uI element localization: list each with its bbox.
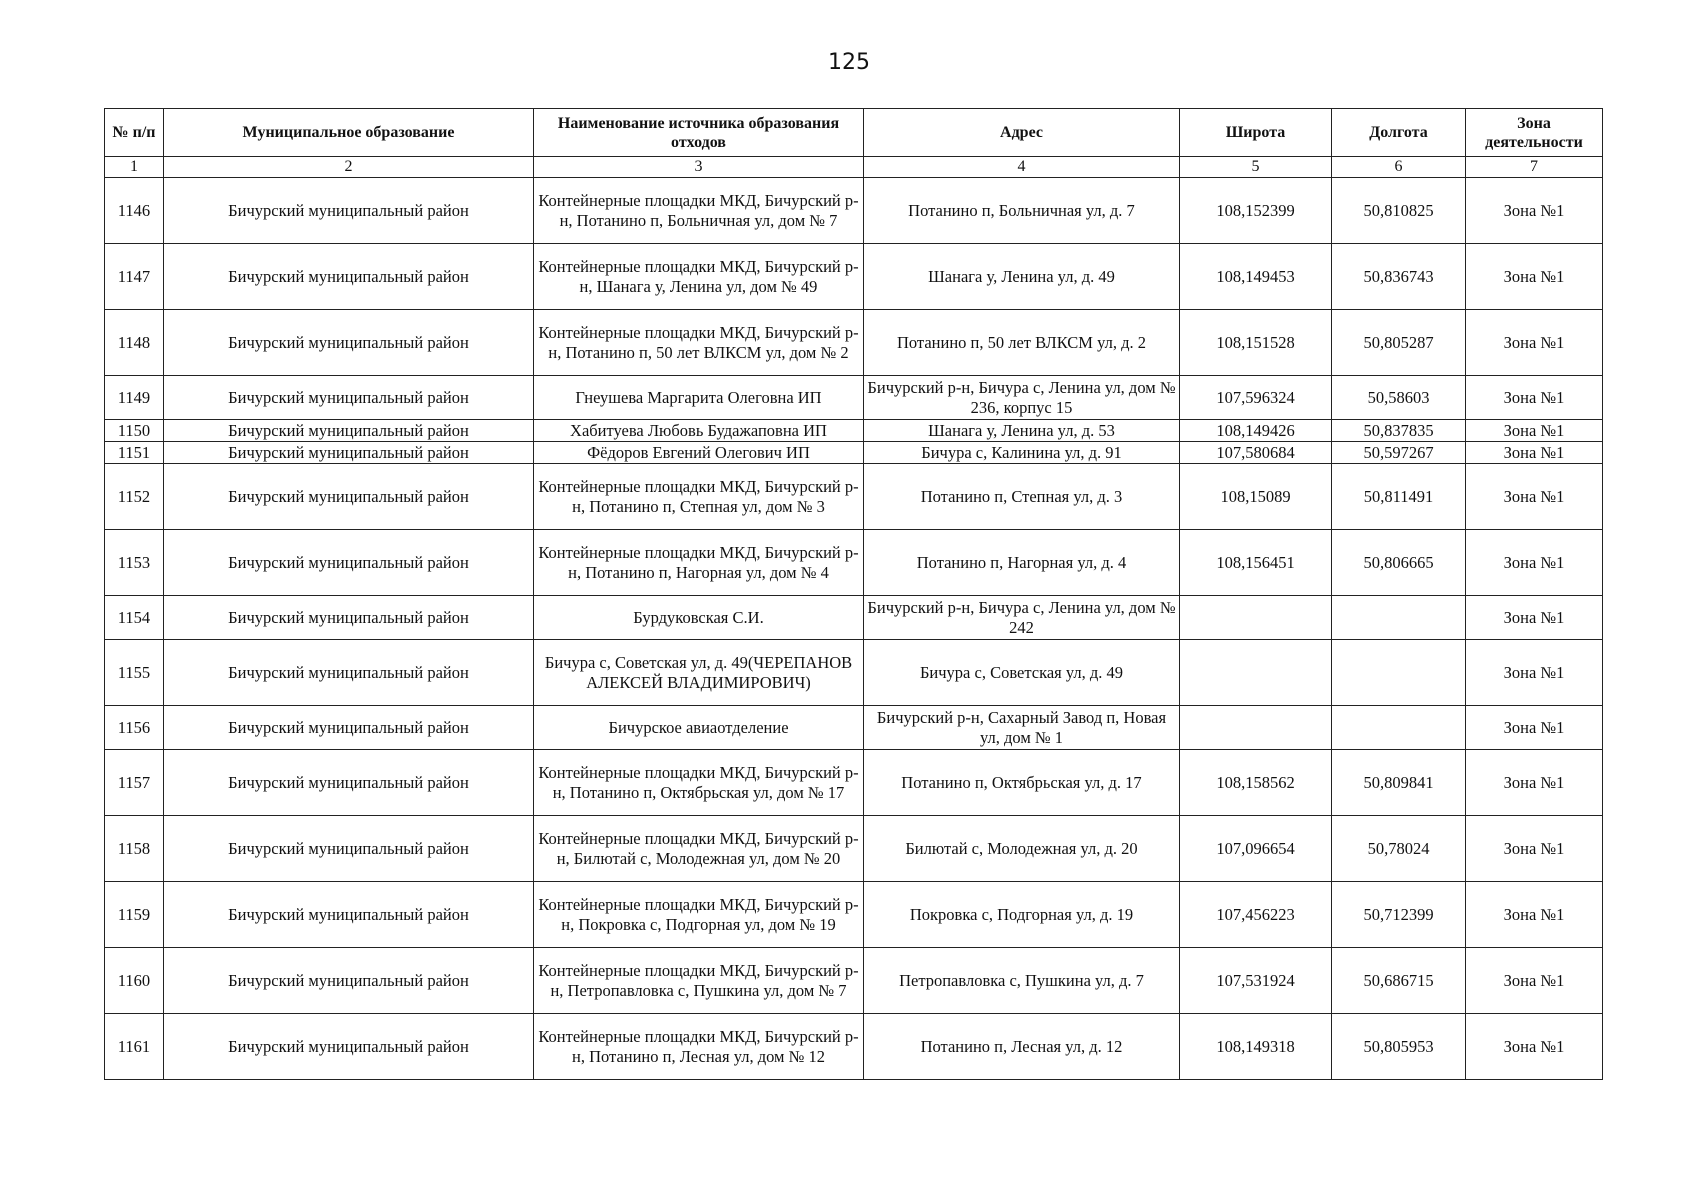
zone-cell: Зона №1 [1466, 376, 1603, 420]
longitude-cell [1332, 640, 1466, 706]
row-number-cell: 1157 [105, 750, 164, 816]
municipality-cell: Бичурский муниципальный район [164, 816, 534, 882]
zone-cell: Зона №1 [1466, 596, 1603, 640]
header-cell-source-name: Наименование источника образования отходов [534, 109, 864, 157]
source-name-cell: Контейнерные площадки МКД, Бичурский р-н, Потанино п, Октябрьская ул, дом № 17 [534, 750, 864, 816]
municipality-cell: Бичурский муниципальный район [164, 530, 534, 596]
row-number-cell: 1160 [105, 948, 164, 1014]
row-number-cell: 1153 [105, 530, 164, 596]
table-row [105, 310, 1603, 376]
latitude-cell: 107,580684 [1180, 442, 1332, 464]
address-cell: Потанино п, Лесная ул, д. 12 [864, 1014, 1180, 1080]
row-number-cell: 1156 [105, 706, 164, 750]
source-name-cell: Контейнерные площадки МКД, Бичурский р-н, Билютай с, Молодежная ул, дом № 20 [534, 816, 864, 882]
address-cell: Шанага у, Ленина ул, д. 53 [864, 420, 1180, 442]
table-row [105, 640, 1603, 706]
column-number: 7 [1466, 157, 1603, 178]
table-row [105, 816, 1603, 882]
header-cell-longitude: Долгота [1332, 109, 1466, 157]
longitude-cell: 50,810825 [1332, 178, 1466, 244]
zone-cell: Зона №1 [1466, 706, 1603, 750]
zone-cell: Зона №1 [1466, 420, 1603, 442]
longitude-cell: 50,837835 [1332, 420, 1466, 442]
latitude-cell: 108,149318 [1180, 1014, 1332, 1080]
table-row [105, 1014, 1603, 1080]
page-number: 125 [828, 50, 870, 75]
row-number-cell: 1147 [105, 244, 164, 310]
table-row [105, 882, 1603, 948]
address-cell: Бичура с, Советская ул, д. 49 [864, 640, 1180, 706]
latitude-cell [1180, 640, 1332, 706]
address-cell: Бичурский р-н, Бичура с, Ленина ул, дом № 242 [864, 596, 1180, 640]
source-name-cell: Контейнерные площадки МКД, Бичурский р-н, Потанино п, Степная ул, дом № 3 [534, 464, 864, 530]
table-row [105, 244, 1603, 310]
longitude-cell: 50,58603 [1332, 376, 1466, 420]
longitude-cell: 50,78024 [1332, 816, 1466, 882]
address-cell: Потанино п, Нагорная ул, д. 4 [864, 530, 1180, 596]
latitude-cell: 107,531924 [1180, 948, 1332, 1014]
latitude-cell: 108,149426 [1180, 420, 1332, 442]
row-number-cell: 1150 [105, 420, 164, 442]
row-number-cell: 1158 [105, 816, 164, 882]
address-cell: Бичурский р-н, Сахарный Завод п, Новая ул, дом № 1 [864, 706, 1180, 750]
row-number-cell: 1154 [105, 596, 164, 640]
header-cell-municipality: Муниципальное образование [164, 109, 534, 157]
source-name-cell: Контейнерные площадки МКД, Бичурский р-н, Потанино п, 50 лет ВЛКСМ ул, дом № 2 [534, 310, 864, 376]
zone-cell: Зона №1 [1466, 464, 1603, 530]
address-cell: Потанино п, Степная ул, д. 3 [864, 464, 1180, 530]
zone-cell: Зона №1 [1466, 750, 1603, 816]
table-row [105, 750, 1603, 816]
longitude-cell: 50,597267 [1332, 442, 1466, 464]
latitude-cell: 108,149453 [1180, 244, 1332, 310]
column-number: 6 [1332, 157, 1466, 178]
municipality-cell: Бичурский муниципальный район [164, 1014, 534, 1080]
municipality-cell: Бичурский муниципальный район [164, 442, 534, 464]
address-cell: Потанино п, 50 лет ВЛКСМ ул, д. 2 [864, 310, 1180, 376]
column-number: 1 [105, 157, 164, 178]
row-number-cell: 1151 [105, 442, 164, 464]
latitude-cell: 108,158562 [1180, 750, 1332, 816]
table-row [105, 706, 1603, 750]
municipality-cell: Бичурский муниципальный район [164, 178, 534, 244]
address-cell: Билютай с, Молодежная ул, д. 20 [864, 816, 1180, 882]
municipality-cell: Бичурский муниципальный район [164, 948, 534, 1014]
address-cell: Шанага у, Ленина ул, д. 49 [864, 244, 1180, 310]
column-number: 5 [1180, 157, 1332, 178]
address-cell: Потанино п, Октябрьская ул, д. 17 [864, 750, 1180, 816]
table-row [105, 442, 1603, 464]
municipality-cell: Бичурский муниципальный район [164, 376, 534, 420]
municipality-cell: Бичурский муниципальный район [164, 244, 534, 310]
source-name-cell: Контейнерные площадки МКД, Бичурский р-н, Шанага у, Ленина ул, дом № 49 [534, 244, 864, 310]
header-cell-number: № п/п [105, 109, 164, 157]
column-number: 3 [534, 157, 864, 178]
table-row [105, 596, 1603, 640]
header-cell-latitude: Широта [1180, 109, 1332, 157]
municipality-cell: Бичурский муниципальный район [164, 706, 534, 750]
header-cell-zone: Зона деятельности [1466, 109, 1603, 157]
column-number: 4 [864, 157, 1180, 178]
source-name-cell: Контейнерные площадки МКД, Бичурский р-н, Потанино п, Нагорная ул, дом № 4 [534, 530, 864, 596]
header-cell-address: Адрес [864, 109, 1180, 157]
zone-cell: Зона №1 [1466, 1014, 1603, 1080]
source-name-cell: Бичура с, Советская ул, д. 49(ЧЕРЕПАНОВ АЛЕКСЕЙ ВЛАДИМИРОВИЧ) [534, 640, 864, 706]
zone-cell: Зона №1 [1466, 244, 1603, 310]
latitude-cell: 108,15089 [1180, 464, 1332, 530]
latitude-cell: 108,156451 [1180, 530, 1332, 596]
source-name-cell: Контейнерные площадки МКД, Бичурский р-н, Потанино п, Лесная ул, дом № 12 [534, 1014, 864, 1080]
address-cell: Покровка с, Подгорная ул, д. 19 [864, 882, 1180, 948]
latitude-cell: 107,456223 [1180, 882, 1332, 948]
longitude-cell [1332, 706, 1466, 750]
table-row [105, 420, 1603, 442]
zone-cell: Зона №1 [1466, 310, 1603, 376]
header-row [105, 109, 1603, 157]
source-name-cell: Контейнерные площадки МКД, Бичурский р-н, Петропавловка с, Пушкина ул, дом № 7 [534, 948, 864, 1014]
source-name-cell: Хабитуева Любовь Будажаповна ИП [534, 420, 864, 442]
table-row [105, 530, 1603, 596]
latitude-cell: 107,596324 [1180, 376, 1332, 420]
table-row [105, 376, 1603, 420]
municipality-cell: Бичурский муниципальный район [164, 882, 534, 948]
longitude-cell: 50,805953 [1332, 1014, 1466, 1080]
source-name-cell: Бичурское авиаотделение [534, 706, 864, 750]
municipality-cell: Бичурский муниципальный район [164, 640, 534, 706]
address-cell: Петропавловка с, Пушкина ул, д. 7 [864, 948, 1180, 1014]
longitude-cell: 50,809841 [1332, 750, 1466, 816]
source-name-cell: Контейнерные площадки МКД, Бичурский р-н, Потанино п, Больничная ул, дом № 7 [534, 178, 864, 244]
longitude-cell: 50,712399 [1332, 882, 1466, 948]
row-number-cell: 1155 [105, 640, 164, 706]
waste-sources-table [104, 108, 1603, 1080]
row-number-cell: 1146 [105, 178, 164, 244]
source-name-cell: Контейнерные площадки МКД, Бичурский р-н, Покровка с, Подгорная ул, дом № 19 [534, 882, 864, 948]
municipality-cell: Бичурский муниципальный район [164, 464, 534, 530]
zone-cell: Зона №1 [1466, 882, 1603, 948]
zone-cell: Зона №1 [1466, 640, 1603, 706]
address-cell: Бичура с, Калинина ул, д. 91 [864, 442, 1180, 464]
row-number-cell: 1152 [105, 464, 164, 530]
longitude-cell [1332, 596, 1466, 640]
longitude-cell: 50,686715 [1332, 948, 1466, 1014]
zone-cell: Зона №1 [1466, 178, 1603, 244]
municipality-cell: Бичурский муниципальный район [164, 596, 534, 640]
column-number: 2 [164, 157, 534, 178]
row-number-cell: 1149 [105, 376, 164, 420]
row-number-cell: 1159 [105, 882, 164, 948]
source-name-cell: Гнеушева Маргарита Олеговна ИП [534, 376, 864, 420]
column-number-row [105, 157, 1603, 178]
zone-cell: Зона №1 [1466, 530, 1603, 596]
municipality-cell: Бичурский муниципальный район [164, 750, 534, 816]
source-name-cell: Фёдоров Евгений Олегович ИП [534, 442, 864, 464]
zone-cell: Зона №1 [1466, 442, 1603, 464]
latitude-cell: 107,096654 [1180, 816, 1332, 882]
longitude-cell: 50,805287 [1332, 310, 1466, 376]
latitude-cell [1180, 596, 1332, 640]
table-row [105, 464, 1603, 530]
zone-cell: Зона №1 [1466, 816, 1603, 882]
municipality-cell: Бичурский муниципальный район [164, 310, 534, 376]
table-row [105, 948, 1603, 1014]
longitude-cell: 50,811491 [1332, 464, 1466, 530]
longitude-cell: 50,836743 [1332, 244, 1466, 310]
address-cell: Потанино п, Больничная ул, д. 7 [864, 178, 1180, 244]
latitude-cell: 108,152399 [1180, 178, 1332, 244]
municipality-cell: Бичурский муниципальный район [164, 420, 534, 442]
address-cell: Бичурский р-н, Бичура с, Ленина ул, дом № 236, корпус 15 [864, 376, 1180, 420]
latitude-cell [1180, 706, 1332, 750]
latitude-cell: 108,151528 [1180, 310, 1332, 376]
row-number-cell: 1148 [105, 310, 164, 376]
row-number-cell: 1161 [105, 1014, 164, 1080]
source-name-cell: Бурдуковская С.И. [534, 596, 864, 640]
zone-cell: Зона №1 [1466, 948, 1603, 1014]
table-row [105, 178, 1603, 244]
longitude-cell: 50,806665 [1332, 530, 1466, 596]
